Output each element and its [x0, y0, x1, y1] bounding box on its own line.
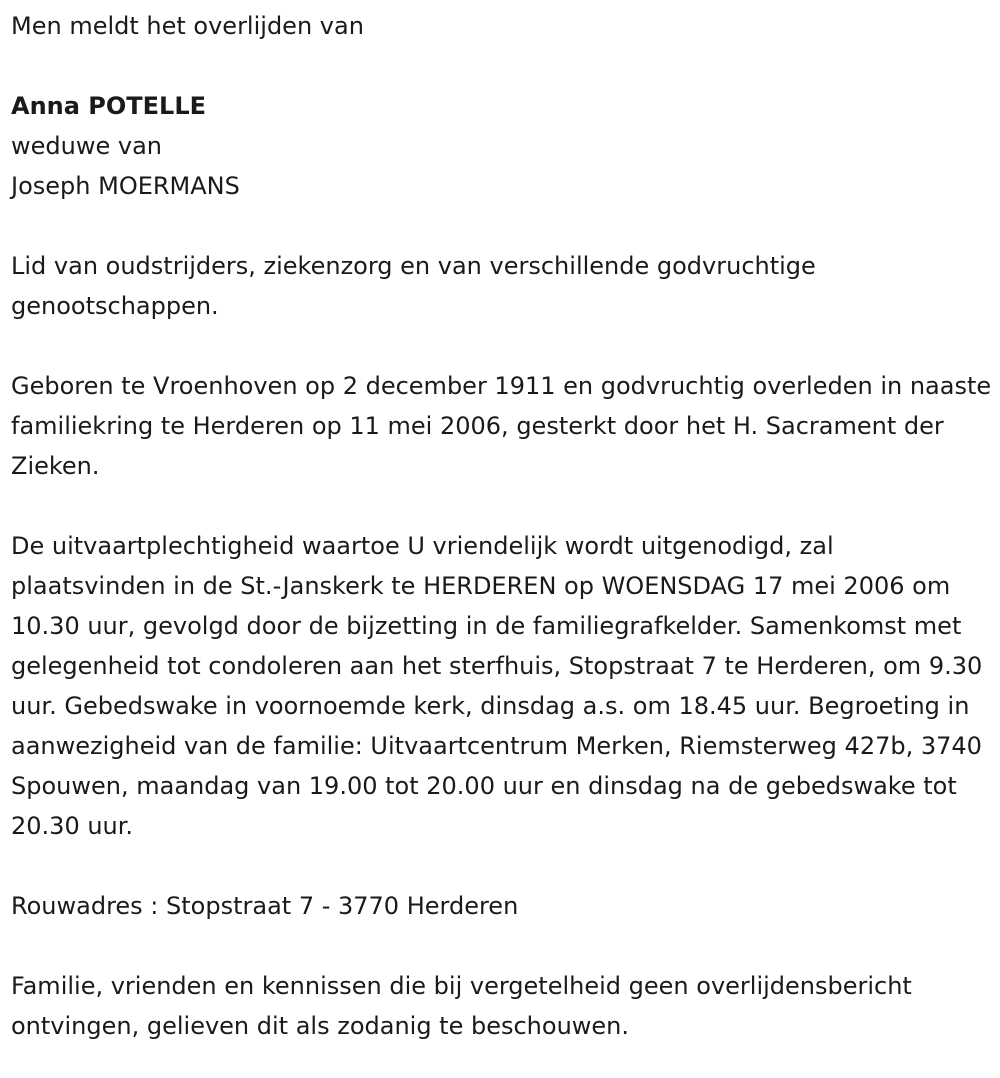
spacer	[11, 326, 995, 366]
spacer	[11, 926, 995, 966]
intro-text: Men meldt het overlijden van	[11, 12, 364, 40]
obituary-notice	[11, 6, 995, 1046]
closing-note: Familie, vrienden en kennissen die bij vergetelheid geen overlijdensbericht ontvingen, gelieven dit als zodanig te beschouwen.	[11, 972, 912, 1040]
spacer	[11, 846, 995, 886]
spacer	[11, 486, 995, 526]
spacer	[11, 46, 995, 86]
spacer	[11, 206, 995, 246]
spouse-name: Joseph MOERMANS	[11, 172, 240, 200]
deceased-name: Anna POTELLE	[11, 92, 207, 120]
birth-death-paragraph: Geboren te Vroenhoven op 2 december 1911 en godvruchtig overleden in naaste familiekring te Herderen op 11 mei 2006, gesterkt door het H. Sacrament der Zieken.	[11, 372, 992, 480]
mourning-address: Rouwadres : Stopstraat 7 - 3770 Herderen	[11, 892, 519, 920]
membership-paragraph: Lid van oudstrijders, ziekenzorg en van verschillende godvruchtige genootschappen.	[11, 252, 816, 320]
relation-text: weduwe van	[11, 132, 162, 160]
funeral-info-paragraph: De uitvaartplechtigheid waartoe U vriendelijk wordt uitgenodigd, zal plaatsvinden in de St.-Janskerk te HERDEREN op WOENSDAG 17 mei 2006 om 10.30 uur, gevolgd door de bijzetting in de familiegrafkelder. Samenkomst met gelegenheid tot condoleren aan het sterfhuis, Stopstraat 7 te Herderen, om 9.30 uur. Gebedswake in voornoemde kerk, dinsdag a.s. om 18.45 uur. Begroeting in aanwezigheid van de familie: Uitvaartcentrum Merken, Riemsterweg 427b, 3740 Spouwen, maandag van 19.00 tot 20.00 uur en dinsdag na de gebedswake tot 20.30 uur.	[11, 532, 983, 840]
